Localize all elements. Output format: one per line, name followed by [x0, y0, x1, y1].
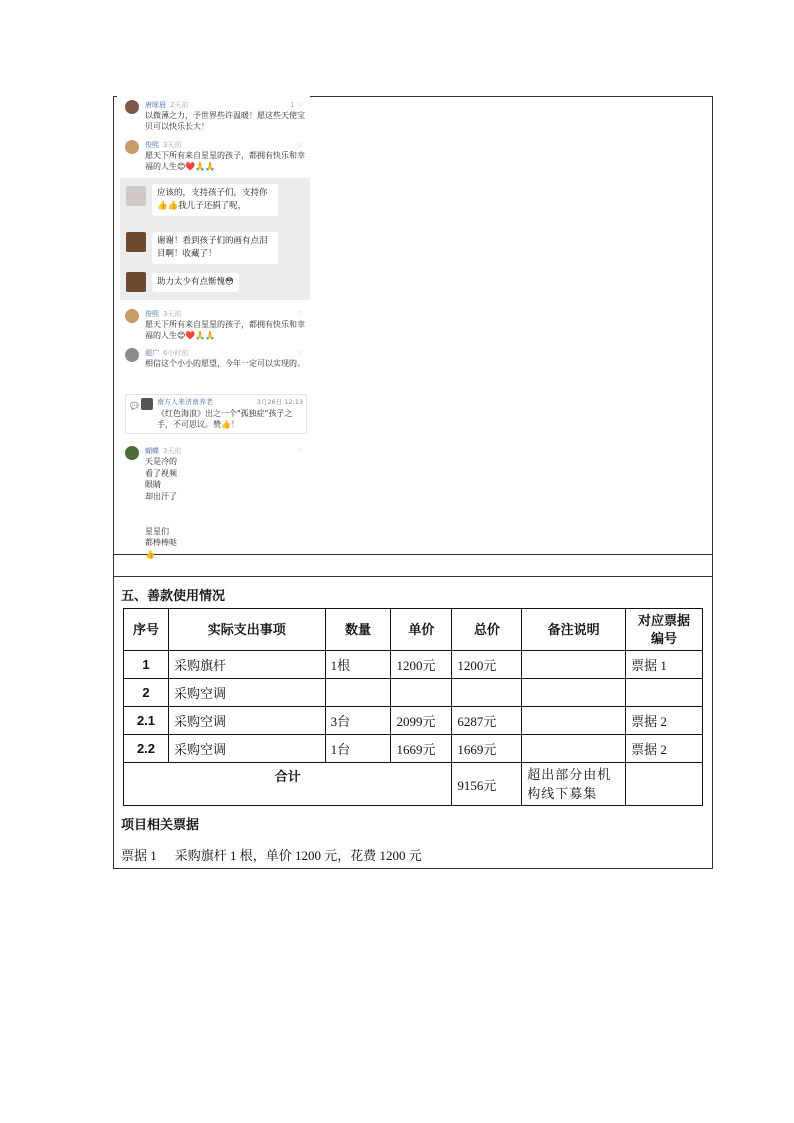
table-row — [124, 707, 703, 735]
cell-note — [522, 707, 626, 735]
cell-item: 采购旗杆 — [168, 651, 325, 679]
comment-text: 愿天下所有来自星星的孩子，都拥有快乐和幸福的人生😊❤️🙏🙏 — [145, 151, 305, 171]
cell-price: 2099元 — [391, 707, 452, 735]
avatar — [126, 272, 146, 292]
avatar — [125, 100, 139, 114]
chat-icon: 💬 — [130, 402, 139, 410]
heart-icon[interactable]: ♡ — [296, 310, 303, 318]
reply-text: 《红色海浪》出之一个"孤独症"孩子之手，不可思议。赞👍！ — [157, 409, 293, 429]
cell-ticket — [626, 763, 703, 806]
cell-price: 1200元 — [391, 651, 452, 679]
avatar — [125, 140, 139, 154]
header-cell: 数量 — [325, 609, 391, 651]
cell-item: 采购空调 — [168, 707, 325, 735]
cell-ticket — [626, 679, 703, 707]
header-cell: 总价 — [452, 609, 522, 651]
reply-author: 南方人来济南养老 — [157, 398, 213, 406]
chat-screenshot — [120, 178, 310, 300]
table-row — [124, 651, 703, 679]
divider — [114, 576, 712, 577]
heart-icon[interactable]: ♡ — [296, 349, 303, 357]
chat-bubble: 助力太少有点惭愧😳 — [152, 273, 239, 292]
invoice-line — [121, 845, 422, 864]
header-cell: 对应票据 编号 — [626, 609, 703, 651]
cell-ticket: 票据 2 — [626, 735, 703, 763]
cell-item: 采购空调 — [168, 735, 325, 763]
avatar — [125, 309, 139, 323]
cell-no: 2 — [124, 679, 169, 707]
cell-qty: 3台 — [325, 707, 391, 735]
avatar — [125, 446, 139, 460]
sum-label: 合计 — [124, 763, 452, 806]
header-cell: 实际支出事项 — [168, 609, 325, 651]
cell-item: 采购空调 — [168, 679, 325, 707]
sum-total: 9156元 — [452, 763, 522, 806]
comment-text: 相信这个小小的愿望，今年一定可以实现的。 — [145, 359, 305, 368]
like-count[interactable]: 1 ♡ — [290, 101, 303, 109]
section-title: 五、善款使用情况 — [121, 588, 226, 603]
sum-note: 超出部分由机构线下募集 — [522, 763, 626, 806]
cell-note — [522, 679, 626, 707]
invoice-text: 采购旗杆 1 根，单价 1200 元，花费 1200 元 — [174, 848, 422, 863]
cell-price — [391, 679, 452, 707]
invoices-title: 项目相关票据 — [121, 817, 200, 832]
chat-bubble: 应该的，支持孩子们，支持你👍👍我儿子还捐了呢， — [152, 184, 278, 216]
cell-no: 2.2 — [124, 735, 169, 763]
cell-no: 1 — [124, 651, 169, 679]
comment-author: 俊熙 3天前 — [145, 141, 182, 149]
avatar — [141, 398, 153, 410]
comment-text: 愿天下所有来自星星的孩子，都拥有快乐和幸福的人生😊❤️🙏🙏 — [145, 320, 305, 340]
avatar — [126, 232, 146, 252]
avatar — [125, 348, 139, 362]
chat-bubble: 谢谢！看到孩子们的画有点泪目啊！收藏了！ — [152, 232, 278, 264]
comment-text: 天是冷的 看了视频 眼睛 却出汗了 星星们 都棒棒哒 👍 — [145, 457, 177, 559]
reply-time: 3月26日 12:13 — [256, 398, 303, 406]
comment-author: 超广 6小时前 — [145, 349, 189, 357]
cell-total — [452, 679, 522, 707]
cell-total: 6287元 — [452, 707, 522, 735]
header-cell: 单价 — [391, 609, 452, 651]
total-row — [124, 763, 703, 806]
cell-total: 1669元 — [452, 735, 522, 763]
heart-icon[interactable]: ♡ — [296, 141, 303, 149]
table-row — [124, 735, 703, 763]
comment-author: 蝴蝶 3天前 — [145, 447, 182, 455]
table-header — [124, 609, 703, 651]
expense-table — [123, 608, 703, 806]
table-row — [124, 679, 703, 707]
reply-card — [125, 394, 307, 434]
comment-author: 唐晞晨 2天前 — [145, 101, 189, 109]
cell-no: 2.1 — [124, 707, 169, 735]
heart-icon[interactable]: ♡ — [296, 447, 303, 455]
avatar — [126, 186, 146, 206]
header-cell: 序号 — [124, 609, 169, 651]
cell-ticket: 票据 1 — [626, 651, 703, 679]
comment-author: 俊熙 3天前 — [145, 310, 182, 318]
cell-total: 1200元 — [452, 651, 522, 679]
invoice-label: 票据 1 — [121, 848, 157, 863]
comments-screenshot — [117, 96, 310, 559]
cell-price: 1669元 — [391, 735, 452, 763]
cell-note — [522, 735, 626, 763]
cell-note — [522, 651, 626, 679]
cell-qty: 1根 — [325, 651, 391, 679]
cell-ticket: 票据 2 — [626, 707, 703, 735]
comment-text: 以微薄之力，予世界些许温暖！愿这些天使宝贝可以快乐长大！ — [145, 111, 305, 131]
cell-qty: 1台 — [325, 735, 391, 763]
header-cell: 备注说明 — [522, 609, 626, 651]
cell-qty — [325, 679, 391, 707]
